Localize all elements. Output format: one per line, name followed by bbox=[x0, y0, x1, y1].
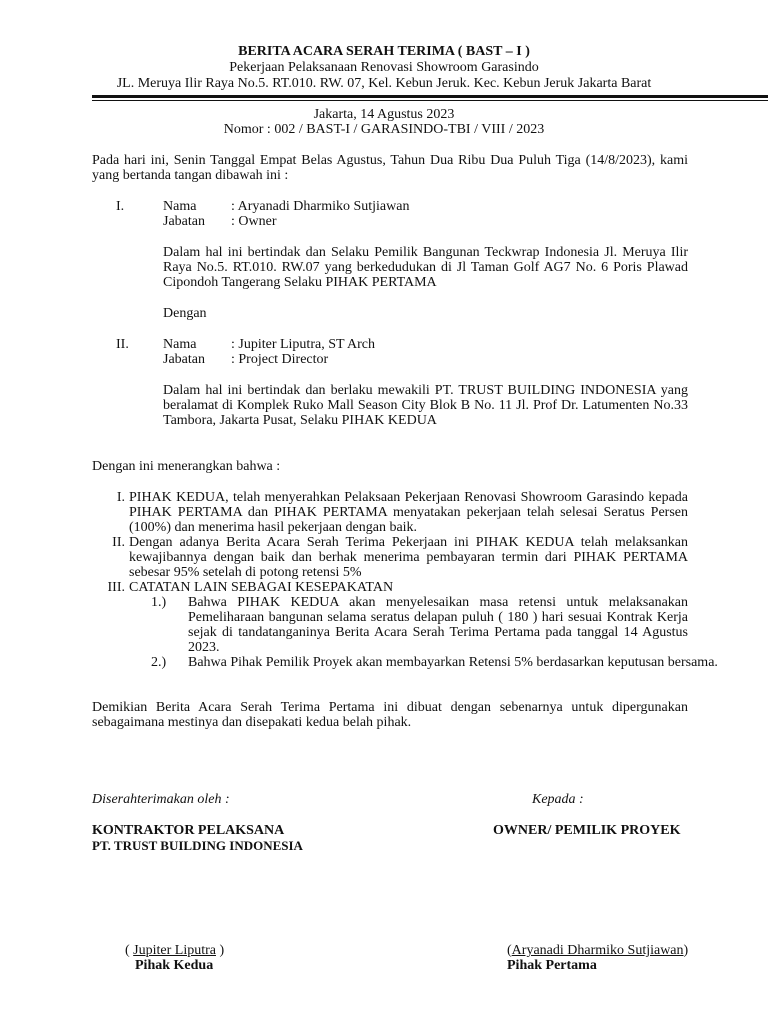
party1-description: Dalam hal ini bertindak dan Selaku Pemilik Bangunan Teckwrap Indonesia Jl. Meruya Ilir Raya No.5. RT.010. RW.07 yang berkedudukan di Jl Taman Golf AG7 No. 6 Poris Plawad Cipondoh Tangerang Selaku PIHAK PERTAMA bbox=[163, 245, 688, 290]
party1-role-row bbox=[163, 214, 768, 229]
party1-name: : Aryanadi Dharmiko Sutjiawan bbox=[231, 199, 410, 214]
owner-title: OWNER/ PEMILIK PROYEK bbox=[493, 823, 681, 838]
party2-name: : Jupiter Liputra, ST Arch bbox=[231, 337, 375, 352]
right-party-label: Pihak Pertama bbox=[507, 958, 597, 973]
point-text: Dengan adanya Berita Acara Serah Terima Pekerjaan ini PIHAK KEDUA telah melaksankan kewajibannya dengan baik dan berhak menerima pembayaran termin dari PIHAK PERTAMA sebesar 95% setelah di potong retensi 5% bbox=[129, 535, 688, 580]
dengan-label: Dengan bbox=[163, 306, 207, 321]
signatory-names-row bbox=[92, 943, 692, 958]
party2-name-label: Nama bbox=[163, 337, 197, 352]
subpoint-number: 1.) bbox=[151, 595, 167, 610]
document-address: JL. Meruya Ilir Raya No.5. RT.010. RW. 07, Kel. Kebun Jeruk. Kec. Kebun Jeruk Jakarta Barat bbox=[116, 76, 652, 91]
right-signatory-name: Aryanadi Dharmiko Sutjiawan bbox=[511, 943, 684, 958]
left-sign-label: Diserahterimakan oleh : bbox=[92, 792, 230, 807]
subpoint-text: Bahwa Pihak Pemilik Proyek akan membayarkan Retensi 5% berdasarkan keputusan bersama. bbox=[188, 655, 718, 670]
closing-paragraph: Demikian Berita Acara Serah Terima Pertama ini dibuat dengan sebenarnya untuk dipergunakan sebagaimana mestinya dan disepakati kedua belah pihak. bbox=[92, 700, 688, 730]
party2-number: II. bbox=[116, 337, 129, 352]
left-signatory-name: Jupiter Liputra bbox=[133, 943, 216, 958]
party2-description: Dalam hal ini bertindak dan berlaku mewakili PT. TRUST BUILDING INDONESIA yang beralamat di Komplek Ruko Mall Season City Blok B No. 11 Jl. Prof Dr. Latumenten No.33 Tambora, Jakarta Pusat, Selaku PIHAK KEDUA bbox=[163, 383, 688, 428]
document-title: BERITA ACARA SERAH TERIMA ( BAST – I ) bbox=[238, 44, 530, 59]
party1-name-label: Nama bbox=[163, 199, 197, 214]
subpoint-text: Bahwa PIHAK KEDUA akan menyelesaikan masa retensi untuk melaksanakan Pemeliharaan bangunan selama seratus delapan puluh ( 180 ) hari sesuai Kontrak Kerja sejak di tandatanganinya Berita Acara Serah Terima Pertama pada tanggal 14 Agustus 2023. bbox=[188, 595, 688, 655]
right-signatory: (Aryanadi Dharmiko Sutjiawan) bbox=[507, 943, 689, 958]
contractor-company: PT. TRUST BUILDING INDONESIA bbox=[92, 838, 303, 853]
contractor-title: KONTRAKTOR PELAKSANA bbox=[92, 823, 285, 838]
party1-number: I. bbox=[116, 199, 125, 214]
point-text: PIHAK KEDUA, telah menyerahkan Pelaksaan Pekerjaan Renovasi Showroom Garasindo kepada PIHAK PERTAMA dan PIHAK PERTAMA menyatakan pekerjaan telah selesai Seratus Persen (100%) dan menerima hasil pekerjaan dengan baik. bbox=[129, 490, 688, 535]
header-divider bbox=[92, 95, 768, 101]
document-number: Nomor : 002 / BAST-I / GARASINDO-TBI / VIII / 2023 bbox=[223, 122, 545, 137]
point-text: CATATAN LAIN SEBAGAI KESEPAKATAN bbox=[129, 580, 394, 595]
party2-role-row bbox=[163, 352, 768, 367]
point-item bbox=[92, 490, 768, 535]
party2-name-row bbox=[116, 337, 768, 352]
left-signatory: ( Jupiter Liputra ) bbox=[125, 943, 225, 958]
point-number: III. bbox=[107, 580, 125, 595]
statement-intro: Dengan ini menerangkan bahwa : bbox=[92, 459, 281, 474]
party1-role-label: Jabatan bbox=[163, 214, 205, 229]
party-labels-row bbox=[92, 958, 692, 973]
intro-paragraph: Pada hari ini, Senin Tanggal Empat Belas Agustus, Tahun Dua Ribu Dua Puluh Tiga (14/8/2023), kami yang bertanda tangan dibawah ini : bbox=[92, 153, 688, 183]
document-subtitle: Pekerjaan Pelaksanaan Renovasi Showroom Garasindo bbox=[229, 60, 539, 75]
party2-role-label: Jabatan bbox=[163, 352, 205, 367]
right-sign-label: Kepada : bbox=[532, 792, 584, 807]
party1-name-row bbox=[116, 199, 768, 214]
subpoint-number: 2.) bbox=[151, 655, 167, 670]
place-date: Jakarta, 14 Agustus 2023 bbox=[313, 107, 455, 122]
point-item bbox=[92, 535, 768, 580]
party1-role: : Owner bbox=[231, 214, 277, 229]
point-number: II. bbox=[112, 535, 125, 550]
subpoint-item bbox=[151, 595, 768, 655]
subpoint-item bbox=[151, 655, 768, 670]
point-number: I. bbox=[116, 490, 125, 505]
sign-titles-row bbox=[92, 823, 692, 838]
party2-role: : Project Director bbox=[231, 352, 329, 367]
point-item bbox=[92, 580, 768, 595]
left-party-label: Pihak Kedua bbox=[135, 958, 214, 973]
sign-labels-row bbox=[92, 792, 692, 807]
